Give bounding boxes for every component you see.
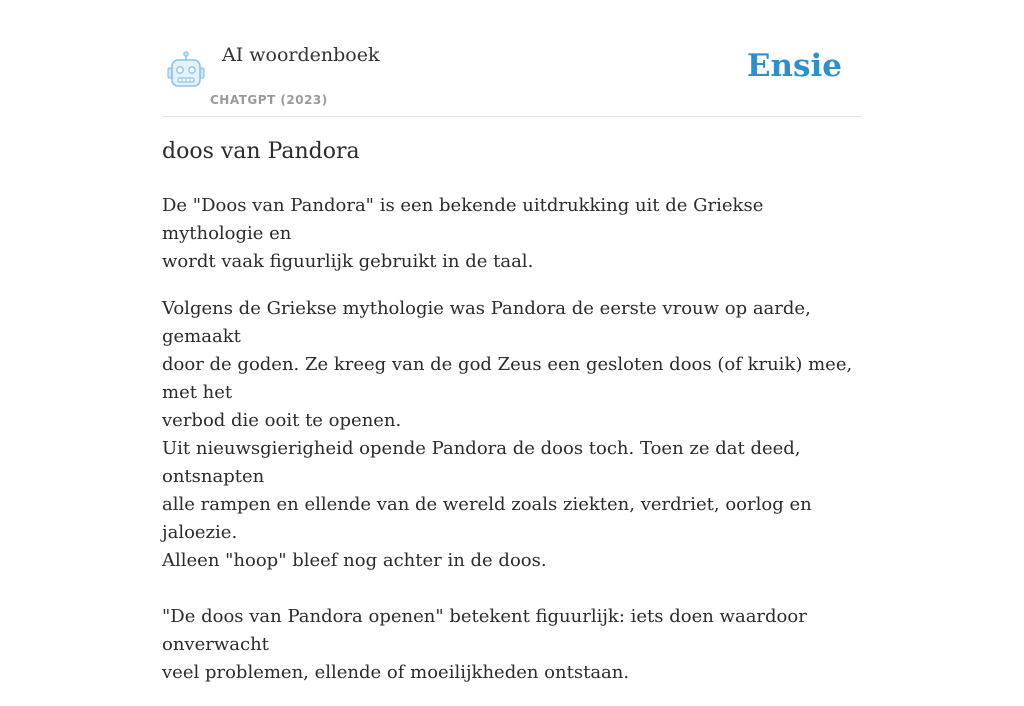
definition-paragraph [162, 603, 862, 687]
definition-line: Alleen "hoop" bleef nog achter in de doos. [162, 550, 547, 571]
source-label: CHATGPT (2023) [210, 93, 328, 107]
definition-line: veel problemen, ellende of moeilijkheden ontstaan. [162, 662, 630, 683]
page [162, 0, 862, 683]
dictionary-header [162, 0, 862, 117]
definition-line: Uit nieuwsgierigheid opende Pandora de doos toch. Toen ze dat deed, ontsnapten [162, 438, 801, 487]
definition-line: Volgens de Griekse mythologie was Pandora de eerste vrouw op aarde, gemaakt [162, 298, 811, 347]
definition-paragraph [162, 295, 862, 575]
definition-paragraph [162, 192, 862, 276]
definition-line: "De doos van Pandora openen" betekent figuurlijk: iets doen waardoor onverwacht [162, 606, 807, 655]
definition-line: alle rampen en ellende van de wereld zoals ziekten, verdriet, oorlog en jaloezie. [162, 494, 812, 543]
definition-line: verbod die ooit te openen. [162, 410, 402, 431]
ensie-logo[interactable]: Ensie [746, 48, 842, 84]
definition-line: door de goden. Ze kreeg van de god Zeus een gesloten doos (of kruik) mee, met het [162, 354, 853, 403]
entry-term: doos van Pandora [162, 139, 360, 164]
definition-line: wordt vaak figuurlijk gebruikt in de taal. [162, 251, 534, 272]
entry-definition [162, 192, 862, 706]
dictionary-title[interactable]: AI woordenboek [222, 44, 380, 66]
definition-line: De "Doos van Pandora" is een bekende uitdrukking uit de Griekse mythologie en [162, 195, 764, 244]
robot-icon [165, 51, 207, 91]
